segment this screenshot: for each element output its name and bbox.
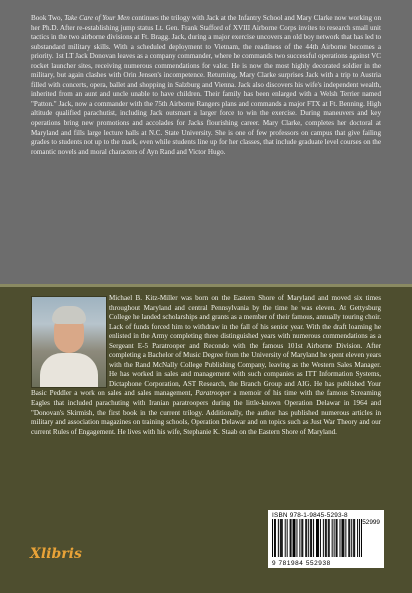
barcode-bar <box>272 519 273 557</box>
barcode-bar <box>325 519 326 557</box>
barcode-bar <box>293 519 294 557</box>
barcode-bar <box>287 519 288 557</box>
barcode-bar <box>345 519 346 557</box>
synopsis-body: continues the trilogy with Jack at the Infantry School and Mary Clarke now working on her Ph.D. After re-establishing jump status Lt. Gen. Frank Stafford of XVIII Airborne Corps invites to research small unit tactics in the two airborne divisions at Ft. Bragg. Jack, during a major exercise uncovers an old boy network that has led to substandard military skills. With a scheduled deployment to Vietnam, the readiness of the 44th Airborne becomes a priority. 1st LT Jack Donovan leaves as a company commander, where he commands two successful operations against VC rocket launcher sites, receiving numerous commendations for valor. He is now the most highly decorated soldier in the military, but again clashes with Orin Jensen's incompetence. Returning, Mary Clarke surprises Jack with a trip to Austria filled with concerts, opera, ballet and shopping in Salzburg and Vienna. Jack also discovers his wife's independent wealth, inherited from an aunt and uncle unable to have children. Their family has been enlarged with a Welsh Terrier named "Patton." Jack, now a commander with the 75th Airborne Rangers plans and commands a major FTX at Ft. Benning. High altitude qualified parachutist, including Jack outsmart a larger force to win the exercise. During maneuvers and key operations bring new promotions and accolades for Jacks flourishing career. Mary Clarke, completes her doctoral at Maryland and fills large lecture halls at N.C. State University. She is one of few professors on campus that give failing grades to students not up to the mark, even while students line up for her classes, that include graduate level courses on the romantic novels and moral characters of Ayn Rand and Victor Hugo. <box>31 14 381 156</box>
barcode-bar <box>323 519 324 557</box>
barcode-bar <box>305 519 306 557</box>
xlibris-logo: Xlibris <box>30 546 82 562</box>
barcode-bar <box>341 519 342 557</box>
barcode-bar <box>278 519 279 557</box>
barcode-bar <box>329 519 330 557</box>
barcode-bar <box>275 519 276 557</box>
barcode-bar <box>280 519 281 557</box>
barcode-bar <box>334 519 335 557</box>
barcode-bar <box>340 519 341 557</box>
barcode-bar <box>357 519 358 557</box>
barcode-bar <box>296 519 297 557</box>
isbn-barcode <box>268 510 384 568</box>
barcode-bar <box>295 519 296 557</box>
barcode-bar <box>281 519 282 557</box>
barcode-bar <box>310 519 311 557</box>
barcode-bar <box>336 519 337 557</box>
barcode-bar <box>318 519 319 557</box>
barcode-bar <box>326 519 327 557</box>
barcode-bar <box>282 519 283 557</box>
barcode-bar <box>317 519 318 557</box>
author-bio-container <box>31 294 381 437</box>
barcode-bar <box>313 519 314 557</box>
barcode-bar <box>299 519 300 557</box>
book-title: Take Care of Your Men <box>64 14 130 22</box>
barcode-bar <box>348 519 349 557</box>
synopsis-panel <box>0 0 412 284</box>
barcode-bar <box>320 519 321 557</box>
barcode-bar <box>332 519 333 557</box>
barcode-bar <box>311 519 312 557</box>
barcode-bars <box>272 519 362 557</box>
price-code: 52999 <box>362 519 380 526</box>
barcode-bar <box>294 519 295 557</box>
isbn-number: ISBN 978-1-9845-5293-8 <box>272 512 348 519</box>
barcode-bar <box>351 519 352 557</box>
barcode-bar <box>337 519 338 557</box>
barcode-bar <box>306 519 307 557</box>
bio-part-1: Michael B. Kitz-Miller was born on the Eastern Shore of Maryland and moved six times throughout Maryland and central Pennsylvania by the time he was eleven. At Gettysburg College he landed scholarships and grants as a member of their famous, annually touring choir. Lack of funds forced him to withdraw in the fall of his senior year. With the draft loaming he enlisted in the Army completing three distinguished years with numerous commendations as a Sergeant E-5 Paratrooper and Recondo with the famous 101st Airborne Division. After completing a Bachelor of Music Degree from the University of Maryland he spent eleven years with the Rand McNally College Publishing Company, leaving as the Western Sales Manager. He has worked in sales and management with such companies as ITT Information Systems, Dictaphone Corporation, AST Research, the Branch Group and AIG. He has published Your Basic Peddler a work on sales and sales management, <box>31 294 381 398</box>
barcode-bar <box>349 519 350 557</box>
paratrooper-title: Paratrooper <box>195 389 231 398</box>
barcode-bar <box>274 519 275 557</box>
barcode-bar <box>316 519 317 557</box>
barcode-bar <box>302 519 303 557</box>
barcode-bar <box>342 519 343 557</box>
barcode-bar <box>359 519 360 557</box>
barcode-bar <box>291 519 292 557</box>
barcode-bar <box>301 519 302 557</box>
barcode-digits: 9 781984 552938 <box>272 560 331 567</box>
barcode-bar <box>353 519 354 557</box>
barcode-bar <box>354 519 355 557</box>
barcode-bar <box>308 519 309 557</box>
barcode-bar <box>343 519 344 557</box>
synopsis-text <box>31 14 381 157</box>
bio-part-2: a memoir of his time with the famous Screaming Eagles that included parachuting with Iranian paratroopers during the little-known Operation Delawar in 1964 and "Donovan's Skirmish, the first book in the current trilogy. Additionally, the author has published numerous articles in military and association magazines on training schools, Operation Delawar and on topics such as Just War Theory and our current Rules of Engagement. He lives with his wife, Stephanie K. Staab on the Eastern Shore of Maryland. <box>31 389 381 436</box>
barcode-bar <box>285 519 286 557</box>
synopsis-lead: Book Two, <box>31 14 63 22</box>
barcode-bar <box>290 519 291 557</box>
barcode-bar <box>361 519 362 557</box>
barcode-bar <box>328 519 329 557</box>
